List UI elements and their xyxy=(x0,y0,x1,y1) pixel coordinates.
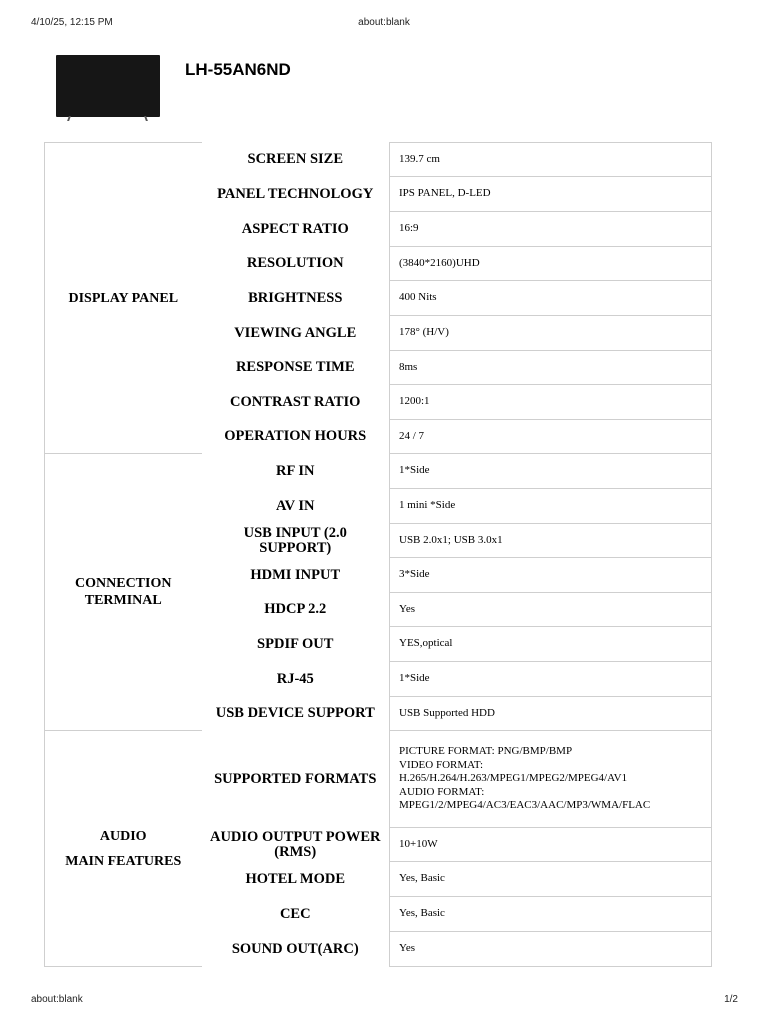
spec-key: RESOLUTION xyxy=(202,247,390,281)
category-audio-main-features: AUDIO MAIN FEATURES xyxy=(45,731,202,967)
print-page-number: 1/2 xyxy=(724,994,738,1005)
spec-key: HOTEL MODE xyxy=(202,862,390,897)
spec-key: CONTRAST RATIO xyxy=(202,385,390,420)
print-footer-url: about:blank xyxy=(31,994,83,1005)
category-connection-terminal: CONNECTION TERMINAL xyxy=(45,454,202,731)
spec-value: 1 mini *Side xyxy=(390,489,712,524)
spec-key: ASPECT RATIO xyxy=(202,212,390,247)
spec-key: PANEL TECHNOLOGY xyxy=(202,177,390,212)
spec-value: Yes xyxy=(390,932,712,967)
spec-value: 24 / 7 xyxy=(390,420,712,454)
spec-row xyxy=(45,454,712,489)
spec-value: USB 2.0x1; USB 3.0x1 xyxy=(390,524,712,558)
spec-key: AUDIO OUTPUT POWER (RMS) xyxy=(202,828,390,862)
spec-value: 10+10W xyxy=(390,828,712,862)
spec-value: Yes, Basic xyxy=(390,897,712,932)
spec-value: (3840*2160)UHD xyxy=(390,247,712,281)
category-display-panel: DISPLAY PANEL xyxy=(45,143,202,454)
spec-key: SOUND OUT(ARC) xyxy=(202,932,390,967)
spec-value: 3*Side xyxy=(390,558,712,593)
spec-table xyxy=(44,142,712,967)
spec-value: 1*Side xyxy=(390,662,712,697)
spec-key: VIEWING ANGLE xyxy=(202,316,390,351)
spec-value: 178° (H/V) xyxy=(390,316,712,351)
spec-value: 1*Side xyxy=(390,454,712,489)
spec-key: SCREEN SIZE xyxy=(202,143,390,177)
spec-value: 139.7 cm xyxy=(390,143,712,177)
spec-key: HDMI INPUT xyxy=(202,558,390,593)
spec-row xyxy=(45,731,712,828)
spec-key: HDCP 2.2 xyxy=(202,593,390,627)
spec-value: 8ms xyxy=(390,351,712,385)
spec-key: USB INPUT (2.0 SUPPORT) xyxy=(202,524,390,558)
spec-key: OPERATION HOURS xyxy=(202,420,390,454)
print-footer xyxy=(0,994,768,1008)
tv-screen xyxy=(56,55,160,117)
spec-value: IPS PANEL, D-LED xyxy=(390,177,712,212)
spec-key: BRIGHTNESS xyxy=(202,281,390,316)
spec-key: RJ-45 xyxy=(202,662,390,697)
spec-value: YES,optical xyxy=(390,627,712,662)
tv-icon xyxy=(56,55,160,121)
print-header xyxy=(0,17,768,31)
spec-key: SPDIF OUT xyxy=(202,627,390,662)
spec-key: USB DEVICE SUPPORT xyxy=(202,697,390,731)
spec-value: USB Supported HDD xyxy=(390,697,712,731)
spec-value: 400 Nits xyxy=(390,281,712,316)
spec-key: RF IN xyxy=(202,454,390,489)
spec-key: RESPONSE TIME xyxy=(202,351,390,385)
print-page-title: about:blank xyxy=(358,17,410,28)
tv-leg-left xyxy=(67,116,71,121)
spec-key: AV IN xyxy=(202,489,390,524)
model-title: LH-55AN6ND xyxy=(185,60,291,79)
spec-value: 16:9 xyxy=(390,212,712,247)
print-datetime: 4/10/25, 12:15 PM xyxy=(31,17,113,28)
spec-key: CEC xyxy=(202,897,390,932)
spec-value: Yes xyxy=(390,593,712,627)
spec-key: SUPPORTED FORMATS xyxy=(202,731,390,828)
spec-value: 1200:1 xyxy=(390,385,712,420)
spec-value: PICTURE FORMAT: PNG/BMP/BMP VIDEO FORMAT: H.265/H.264/H.263/MPEG1/MPEG2/MPEG4/AV1 AUDIO FORMAT: MPEG1/2/MPEG4/AC3/EAC3/AAC/MP3/WMA/FLAC xyxy=(390,731,712,828)
spec-row xyxy=(45,143,712,177)
spec-value: Yes, Basic xyxy=(390,862,712,897)
